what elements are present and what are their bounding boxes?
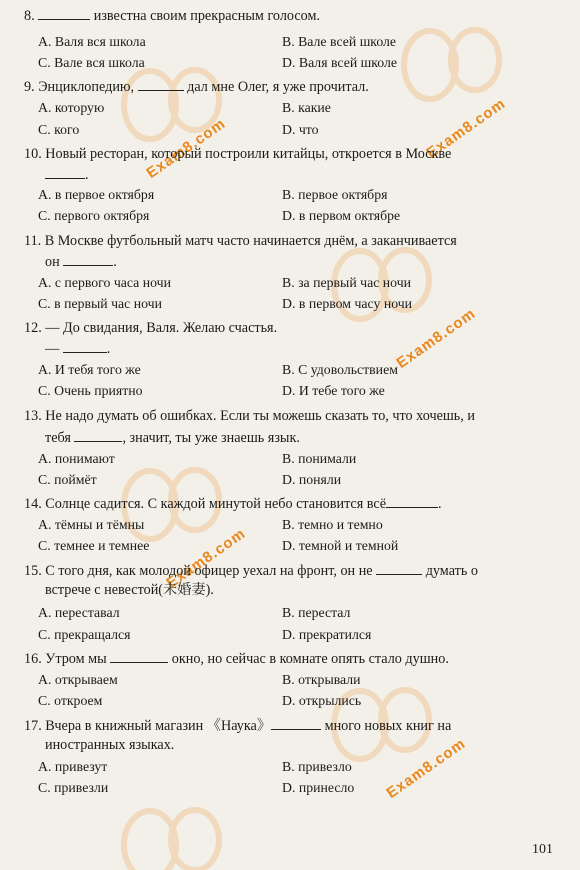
option-d: D. темной и темной — [282, 538, 399, 553]
stem-text: — — [45, 341, 63, 357]
answer-blank — [110, 650, 168, 663]
option-b: B. перестал — [282, 605, 351, 620]
stem-text: , значит, ты уже знаешь язык. — [122, 430, 300, 446]
stem-text: 16. Утром мы — [24, 651, 111, 667]
stem-text: 8. — [24, 8, 39, 24]
option-d: D. принесло — [282, 780, 355, 795]
watermark-logo-icon — [400, 20, 510, 110]
option-a: A. понимают — [38, 451, 115, 466]
question-stem — [24, 7, 320, 24]
question-stem: 10. Новый ресторан, который построили китайцы, откроется в Москве — [24, 146, 452, 162]
stem-text: 15. С того дня, как молодой офицер уехал на фронт, он не — [24, 563, 373, 579]
option-c: C. кого — [38, 122, 80, 137]
option-c: C. темнее и темнее — [38, 538, 150, 553]
question-stem — [24, 78, 369, 95]
option-c: C. поймёт — [38, 472, 97, 487]
page-number: 101 — [532, 842, 553, 857]
stem-text: дал мне Олег, я уже прочитал. — [183, 79, 369, 95]
option-b: B. открывали — [282, 672, 361, 687]
option-a: A. в первое октября — [38, 187, 155, 202]
option-d: D. что — [282, 122, 319, 137]
question-stem-line2 — [45, 429, 300, 446]
question-stem: 14. Солнце садится. С каждой минутой небо становится всё . — [24, 496, 442, 512]
question-stem-line2: он . — [45, 254, 117, 270]
stem-text: окно, но сейчас в комнате опять стало душно. — [168, 651, 449, 667]
option-d: D. открылись — [282, 693, 362, 708]
answer-blank — [45, 166, 85, 179]
option-c: C. прекращался — [38, 627, 131, 642]
option-c: C. откроем — [38, 693, 103, 708]
option-c: C. Вале вся школа — [38, 55, 145, 70]
option-a: A. Валя вся школа — [38, 34, 146, 49]
question-stem-line2: встрече с невестой(未婚妻). — [45, 582, 214, 598]
option-d: D. в первом часу ночи — [282, 296, 413, 311]
question-stem: 11. В Москве футбольный матч часто начинается днём, а заканчивается — [24, 233, 457, 249]
option-a: A. которую — [38, 100, 105, 115]
question-stem: 12. — До свидания, Валя. Желаю счастья. — [24, 320, 278, 336]
option-d: D. поняли — [282, 472, 342, 487]
option-b: B. первое октября — [282, 187, 388, 202]
stem-text: 14. Солнце садится. С каждой минутой небо становится всё — [24, 496, 387, 512]
option-b: B. привезло — [282, 759, 352, 774]
option-c: C. в первый час ночи — [38, 296, 162, 311]
question-stem — [24, 650, 449, 667]
watermark-text: Exam8.com — [163, 525, 249, 592]
answer-blank — [38, 7, 90, 20]
option-b: B. какие — [282, 100, 331, 115]
stem-text: известна своим прекрасным голосом. — [90, 8, 320, 24]
question-stem-line2: иностранных языках. — [45, 737, 175, 753]
option-a: A. открываем — [38, 672, 118, 687]
option-d: D. Валя всей школе — [282, 55, 398, 70]
option-d: D. в первом октябре — [282, 208, 401, 223]
answer-blank — [74, 429, 122, 442]
stem-text: 17. Вчера в книжный магазин 《Наука》 — [24, 718, 272, 734]
option-a: A. тёмны и тёмны — [38, 517, 145, 532]
option-b: B. за первый час ночи — [282, 275, 412, 290]
option-a: A. И тебя того же — [38, 362, 141, 377]
question-stem: 13. Не надо думать об ошибках. Если ты можешь сказать то, что хочешь, и — [24, 408, 475, 424]
option-c: C. привезли — [38, 780, 109, 795]
option-b: B. Вале всей школе — [282, 34, 397, 49]
option-c: C. первого октября — [38, 208, 150, 223]
answer-blank — [376, 562, 422, 575]
watermark-text: Exam8.com — [383, 735, 469, 802]
option-a: A. с первого часа ночи — [38, 275, 171, 290]
question-stem — [24, 562, 478, 579]
answer-blank — [63, 253, 113, 266]
watermark-text: Exam8.com — [423, 95, 509, 162]
answer-blank — [63, 340, 107, 353]
watermark-text: Exam8.com — [143, 115, 229, 182]
answer-blank — [271, 717, 321, 730]
option-b: B. С удовольствием — [282, 362, 398, 377]
question-stem-line2: — . — [45, 341, 111, 357]
stem-text: много новых книг на — [321, 718, 452, 734]
option-c: C. Очень приятно — [38, 383, 143, 398]
stem-text: 9. Энциклопедию, — [24, 79, 138, 95]
option-b: B. понимали — [282, 451, 357, 466]
stem-text: думать о — [422, 563, 478, 579]
question-stem-line2: . — [45, 166, 89, 183]
watermark-logo-icon — [120, 800, 230, 870]
option-d: D. прекратился — [282, 627, 372, 642]
option-b: B. темно и темно — [282, 517, 383, 532]
watermark-text: Exam8.com — [393, 305, 479, 372]
answer-blank — [386, 495, 438, 508]
option-d: D. И тебе того же — [282, 383, 385, 398]
option-a: A. переставал — [38, 605, 120, 620]
question-stem — [24, 717, 451, 734]
answer-blank — [138, 78, 184, 91]
option-a: A. привезут — [38, 759, 108, 774]
stem-text: тебя — [45, 430, 75, 446]
stem-text: он — [45, 254, 64, 270]
